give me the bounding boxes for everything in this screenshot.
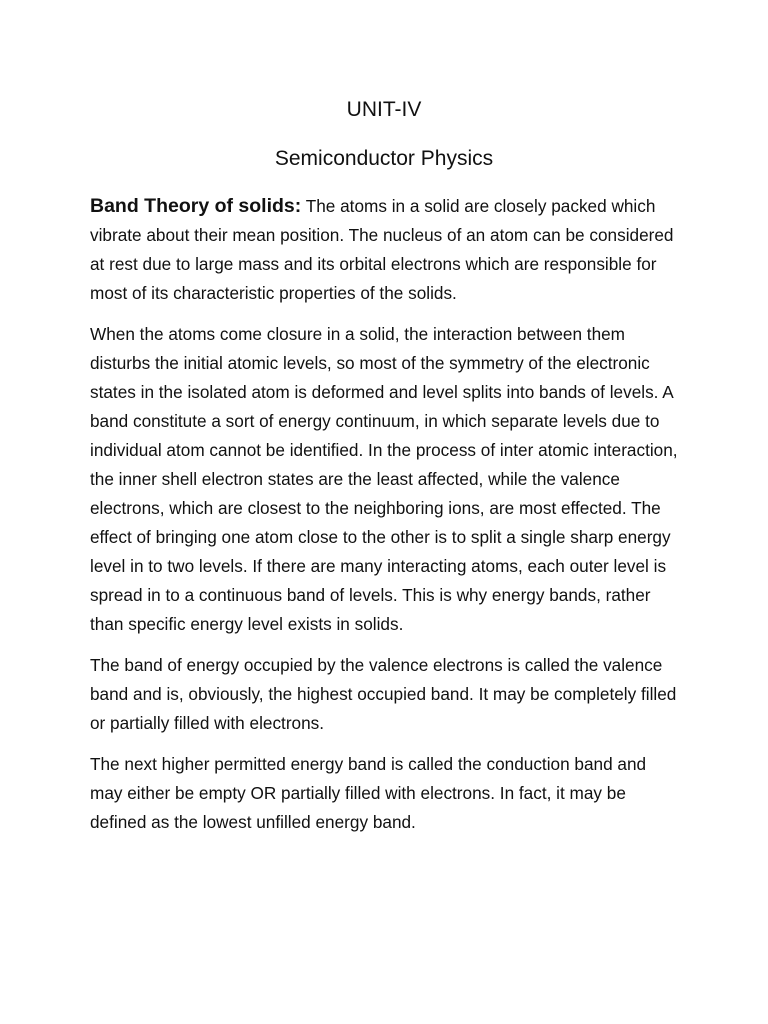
unit-title: UNIT-IV (346, 98, 422, 121)
subject-title: Semiconductor Physics (274, 147, 494, 170)
paragraph-band-theory (90, 192, 680, 308)
document-body (90, 192, 680, 849)
section-heading: Band Theory of solids: (90, 195, 302, 217)
paragraph-conduction-band: The next higher permitted energy band is called the conduction band and may either be empty OR partially filled with electrons. In fact, it may be defined as the lowest unfilled energy band. (90, 754, 647, 832)
paragraph-text: The atoms in a solid are closely packed which vibrate about their mean position. The nucleus of an atom can be considered at rest due to large mass and its orbital electrons which are responsible for most of its characteristic properties of the solids. (90, 196, 674, 303)
paragraph-atom-interaction: When the atoms come closure in a solid, the interaction between them disturbs the initial atomic levels, so most of the symmetry of the electronic states in the isolated atom is deformed and level splits into bands of levels. A band constitute a sort of energy continuum, in which separate levels due to individual atom cannot be identified. In the process of inter atomic interaction, the inner shell electron states are the least affected, while the valence electrons, which are closest to the neighboring ions, are most effected. The effect of bringing one atom close to the other is to split a single sharp energy level in to two levels. If there are many interacting atoms, each outer level is spread in to a continuous band of levels. This is why energy bands, rather than specific energy level exists in solids. (90, 324, 678, 634)
paragraph-valence-band: The band of energy occupied by the valence electrons is called the valence band and is, obviously, the highest occupied band. It may be completely filled or partially filled with electrons. (90, 655, 677, 733)
